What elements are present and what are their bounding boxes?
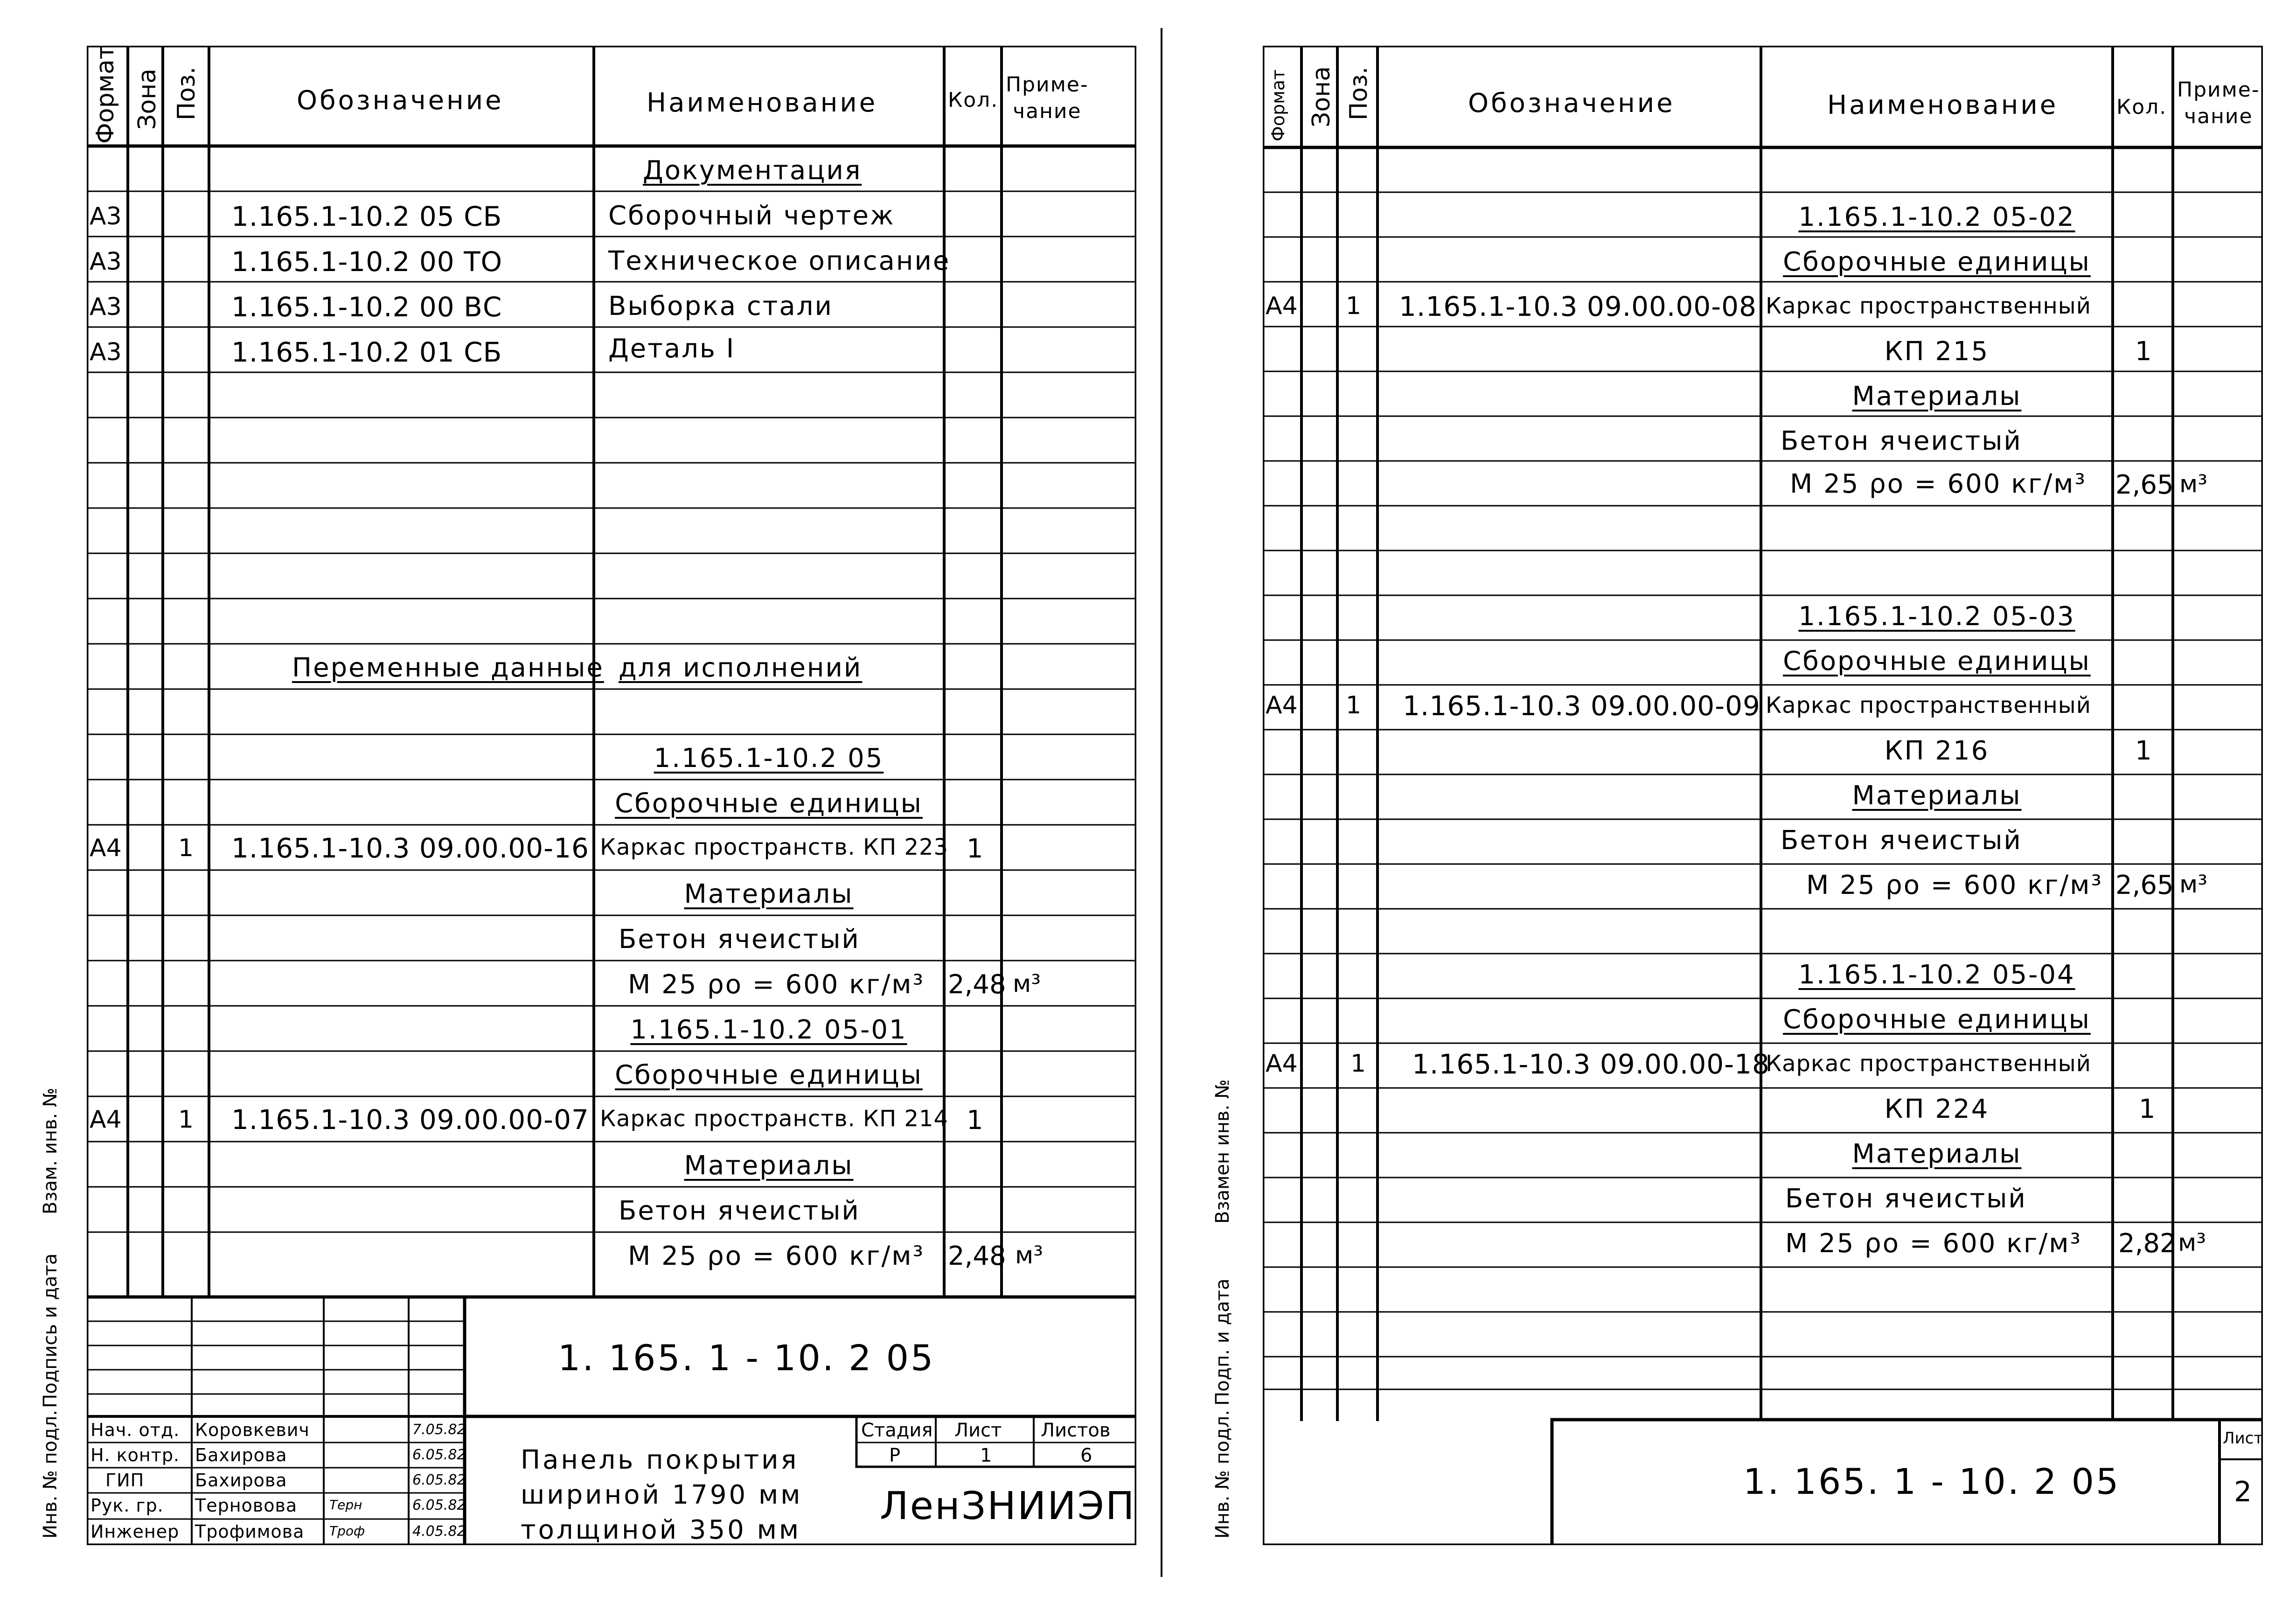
sheet-value: 1 [980, 1445, 992, 1466]
row-format: А4 [90, 834, 122, 862]
row-format: А3 [90, 248, 122, 276]
section-heading-materials: Материалы [684, 879, 854, 909]
section-heading-assembly-units: Сборочные единицы [1783, 646, 2091, 676]
row-name: КП 224 [1884, 1094, 1990, 1124]
row-designation: 1.165.1-10.2 00 ТО [231, 246, 503, 278]
row-name: КП 215 [1884, 336, 1990, 367]
row-name: Бетон ячеистый [619, 1196, 860, 1226]
row-note: м³ [1015, 1241, 1044, 1269]
section-heading-materials: Материалы [684, 1150, 854, 1181]
row-format: А4 [90, 1106, 122, 1134]
row-name: Каркас пространств. КП 223 [600, 834, 949, 860]
row-name: Бетон ячеистый [1781, 426, 2022, 456]
variant-code: 1.165.1-10.2 05-02 [1798, 202, 2075, 232]
page-fold-line [1157, 28, 1166, 1577]
staff-role: Нач. отд. [90, 1420, 180, 1440]
header-name: Наименование [647, 88, 878, 118]
stamp-inv-orig: Инв. № подл. [1212, 1410, 1233, 1539]
row-qty: 1 [967, 1105, 983, 1136]
section-heading-materials: Материалы [1852, 1139, 2022, 1169]
row-format: А3 [90, 293, 122, 321]
sheets-value: 6 [1080, 1445, 1092, 1466]
staff-date: 6.05.82 [412, 1447, 466, 1463]
specification-sheet-2 [1212, 46, 2263, 1545]
row-name: КП 216 [1884, 736, 1990, 766]
sheets-label: Листов [1041, 1420, 1111, 1441]
section-heading-assembly-units: Сборочные единицы [615, 1060, 923, 1090]
header-format: Формат [1268, 69, 1288, 141]
staff-name: Бахирова [195, 1445, 287, 1465]
staff-name: Бахирова [195, 1470, 287, 1491]
header-format: Формат [91, 45, 119, 144]
staff-signature: Троф [329, 1523, 365, 1539]
row-pos: 1 [178, 1106, 194, 1134]
row-qty: 1 [2139, 1094, 2156, 1124]
section-heading-documentation: Документация [643, 155, 862, 186]
row-name: Бетон ячеистый [1781, 825, 2022, 856]
row-note: м³ [2179, 470, 2208, 498]
row-name: М 25 ρо = 600 кг/м³ [1785, 1228, 2082, 1259]
organization-name: ЛенЗНИИЭП [880, 1484, 1136, 1528]
header-pos: Поз. [173, 66, 201, 120]
row-designation: 1.165.1-10.3 09.00.00-08 [1399, 291, 1757, 322]
staff-name: Трофимова [195, 1521, 305, 1542]
sheet-label: Лист [954, 1420, 1002, 1441]
stage-label: Стадия [861, 1420, 933, 1441]
stamp-sign-date: Подпись и дата [40, 1253, 61, 1408]
row-format: А3 [90, 338, 122, 366]
title-line-2: шириной 1790 мм [521, 1480, 803, 1510]
row-name: М 25 ρо = 600 кг/м³ [1790, 469, 2087, 499]
row-name: Деталь I [608, 334, 736, 364]
staff-date: 7.05.82 [412, 1422, 466, 1438]
row-qty: 1 [967, 834, 983, 864]
staff-role: ГИП [105, 1470, 145, 1491]
sheet-2-grid [1263, 46, 2263, 1545]
header-zone: Зона [1308, 66, 1336, 127]
section-heading-materials: Материалы [1852, 781, 2022, 811]
header-designation: Обозначение [297, 85, 504, 116]
stamp-inv-orig: Инв. № подл. [40, 1410, 61, 1539]
header-zone: Зона [133, 68, 161, 130]
row-qty: 1 [2135, 736, 2152, 766]
section-heading-assembly-units: Сборочные единицы [1783, 1004, 2091, 1035]
row-name: М 25 ρо = 600 кг/м³ [628, 1241, 925, 1271]
stamp-repl-inv: Взам. инв. № [40, 1087, 61, 1214]
section-heading-assembly-units: Сборочные единицы [1783, 247, 2091, 277]
row-name: Бетон ячеистый [1785, 1184, 2027, 1214]
row-qty: 1 [2135, 336, 2152, 367]
row-note: м³ [2178, 1229, 2206, 1257]
row-name: Каркас пространственный [1766, 692, 2091, 718]
staff-name: Коровкевич [195, 1420, 310, 1440]
row-format: А3 [90, 202, 122, 230]
staff-name: Терновова [195, 1495, 298, 1516]
header-designation: Обозначение [1468, 88, 1675, 118]
staff-signature: Терн [329, 1497, 362, 1512]
staff-date: 4.05.82 [412, 1523, 466, 1540]
row-name: Техническое описание [608, 246, 951, 276]
staff-role: Инженер [90, 1521, 180, 1542]
section-heading-variable-data: Переменные данные [292, 653, 604, 683]
row-name: Каркас пространств. КП 214 [600, 1106, 949, 1132]
row-name: Бетон ячеистый [619, 924, 860, 955]
row-designation: 1.165.1-10.2 00 ВС [231, 291, 502, 323]
row-designation: 1.165.1-10.3 09.00.00-09 [1403, 690, 1760, 722]
section-heading-for-versions: для исполнений [619, 653, 863, 683]
row-name: Каркас пространственный [1766, 293, 2091, 319]
row-name: М 25 ρо = 600 кг/м³ [1806, 870, 2103, 900]
staff-role: Н. контр. [90, 1445, 180, 1465]
variant-code: 1.165.1-10.2 05-04 [1798, 960, 2075, 990]
row-qty: 2,48 [948, 1241, 1006, 1271]
sheet-value: 2 [2234, 1476, 2252, 1508]
row-name: Каркас пространственный [1766, 1051, 2091, 1077]
row-note: м³ [2179, 871, 2208, 899]
stamp-sign-date: Подп. и дата [1212, 1278, 1233, 1406]
row-name: Сборочный чертеж [608, 201, 895, 231]
staff-date: 6.05.82 [412, 1497, 466, 1513]
row-format: А4 [1266, 292, 1298, 320]
row-name: М 25 ρо = 600 кг/м³ [628, 969, 925, 1000]
header-name: Наименование [1827, 90, 2059, 120]
title-line-3: толщиной 350 мм [521, 1515, 801, 1545]
row-designation: 1.165.1-10.2 01 СБ [231, 336, 502, 368]
section-heading-materials: Материалы [1852, 381, 2022, 411]
header-pos: Поз. [1345, 66, 1373, 120]
stage-value: Р [889, 1445, 901, 1466]
specification-sheet-1 [40, 45, 1136, 1545]
row-qty: 2,48 [948, 969, 1006, 1000]
variant-code: 1.165.1-10.2 05 [654, 743, 884, 774]
variant-code: 1.165.1-10.2 05-01 [630, 1015, 907, 1045]
row-name: Выборка стали [608, 291, 833, 321]
header-qty: Кол. [948, 88, 999, 112]
row-pos: 1 [178, 834, 194, 862]
sheet-label: Лист [2223, 1429, 2263, 1448]
row-format: А4 [1266, 691, 1298, 719]
variant-code: 1.165.1-10.2 05-03 [1798, 601, 2075, 632]
row-designation: 1.165.1-10.3 09.00.00-18 [1412, 1048, 1770, 1080]
section-heading-assembly-units: Сборочные единицы [615, 788, 923, 819]
staff-date: 6.05.82 [412, 1472, 466, 1488]
header-note: Приме- чание [2177, 78, 2260, 129]
row-qty: 2,82 [2118, 1228, 2177, 1259]
document-code: 1. 165. 1 - 10. 2 05 [1743, 1461, 2121, 1502]
row-designation: 1.165.1-10.3 09.00.00-16 [231, 832, 589, 864]
row-qty: 2,65 [2115, 870, 2174, 900]
header-note: Приме- чание [1006, 73, 1089, 124]
stamp-repl-inv: Взамен инв. № [1212, 1079, 1233, 1224]
row-pos: 1 [1346, 292, 1362, 320]
row-designation: 1.165.1-10.3 09.00.00-07 [231, 1104, 589, 1136]
row-pos: 1 [1346, 691, 1362, 719]
row-qty: 2,65 [2115, 470, 2174, 500]
document-code: 1. 165. 1 - 10. 2 05 [558, 1337, 935, 1379]
row-format: А4 [1266, 1050, 1298, 1078]
row-note: м³ [1013, 970, 1041, 998]
row-pos: 1 [1350, 1050, 1366, 1078]
staff-role: Рук. гр. [90, 1495, 164, 1516]
row-designation: 1.165.1-10.2 05 СБ [231, 201, 502, 232]
header-qty: Кол. [2116, 95, 2167, 119]
title-line-1: Панель покрытия [521, 1445, 799, 1475]
